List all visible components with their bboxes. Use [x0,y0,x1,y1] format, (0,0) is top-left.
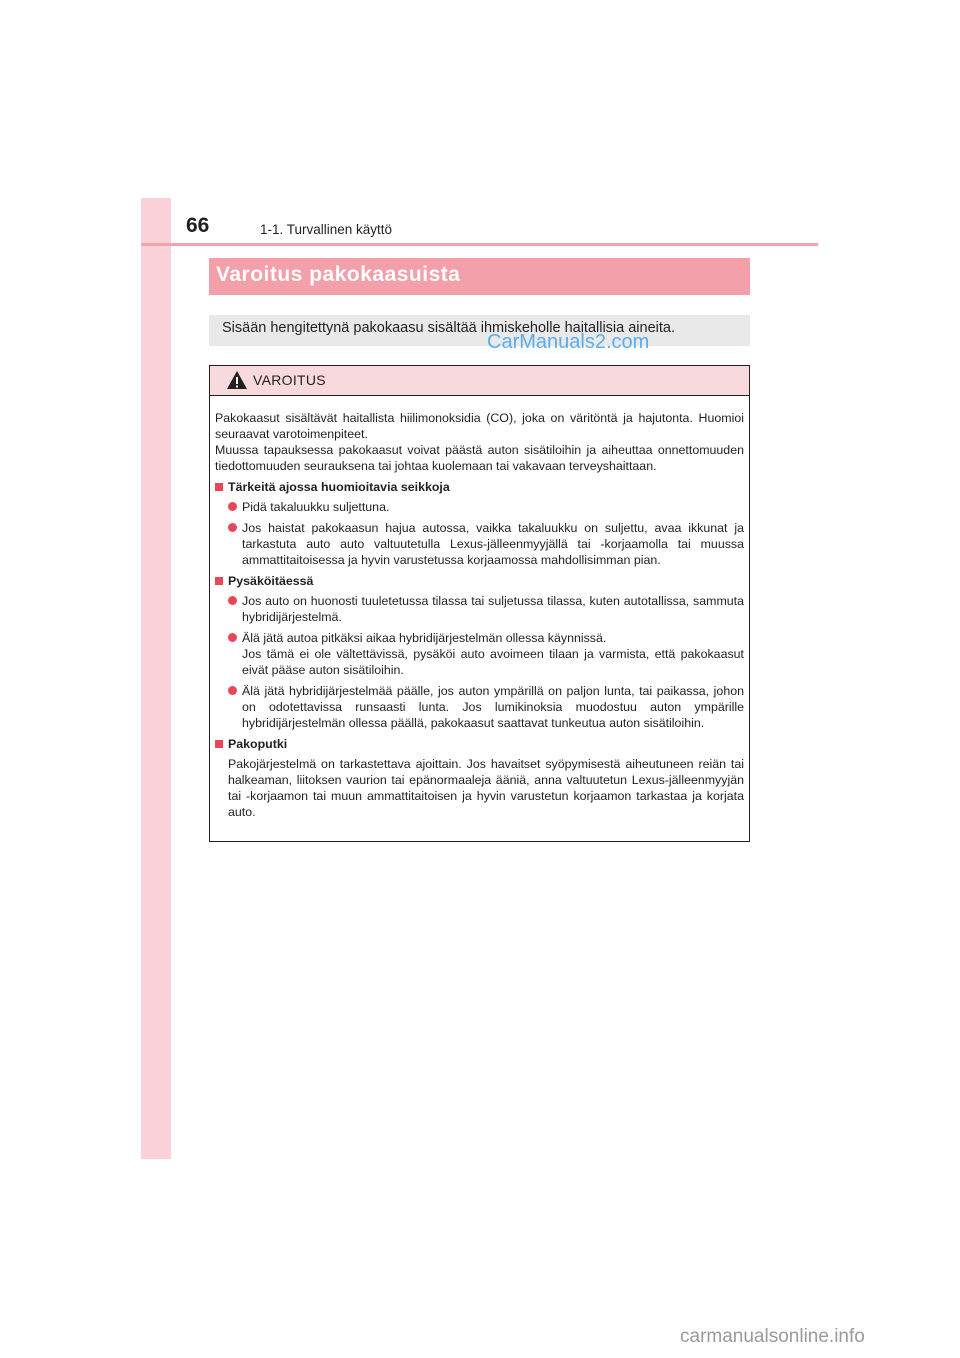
warning-paragraph: Pakokaasut sisältävät haitallista hiilimonoksidia (CO), joka on väritöntä ja hajutonta. Huomioi seuraavat varotoimenpiteet. [215,411,744,441]
list-item-extra: Jos tämä ei ole vältettävissä, pysäköi auto avoimeen tilaan ja varmista, että pakokaasut eivät pääse auton sisätiloihin. [242,647,744,677]
intro-bar [209,315,750,346]
warning-header [210,366,749,396]
warning-body [215,410,744,820]
square-bullet-icon [215,740,223,748]
warning-box [209,365,750,842]
square-bullet-icon [215,577,223,585]
subheading [215,736,744,752]
dot-bullet-icon [228,633,237,642]
watermark: CarManuals2.com [487,331,650,353]
subheading-text: Tärkeitä ajossa huomioitavia seikkoja [228,480,450,494]
warning-label: VAROITUS [253,372,326,388]
side-strip [141,198,171,1159]
warning-paragraph: Muussa tapauksessa pakokaasut voivat päästä auton sisätiloihin ja aiheuttaa onnettomuuden tiedottomuuden seurauksena tai johtaa kuolemaan tai vakavaan terveyshaittaan. [215,443,744,473]
dot-bullet-icon [228,502,237,511]
header-rule [141,243,818,246]
dot-bullet-icon [228,523,237,532]
warning-triangle-icon [226,370,248,390]
list-item [215,683,744,731]
section-label: 1-1. Turvallinen käyttö [260,222,393,237]
footer-site: carmanualsonline.info [680,1326,865,1347]
list-item [215,499,744,515]
section-text: Pakojärjestelmä on tarkastettava ajoittain. Jos havaitset syöpymisestä aiheutuneen reiän tai halkeaman, liitoksen vaurion tai epänormaaleja ääniä, anna valtuutetun Lexus-jälleenmyyjän tai -korjaamon tai muun ammattitaitoisen ja hyvin varustetun korjaamon tarkastaa ja korjata auto. [228,757,744,819]
page-number: 66 [186,214,210,237]
subheading [215,479,744,495]
subheading-text: Pakoputki [228,737,288,751]
dot-bullet-icon [228,596,237,605]
list-item-text: Älä jätä autoa pitkäksi aikaa hybridijärjestelmän ollessa käynnissä. [242,631,607,645]
list-item [215,593,744,625]
subheading [215,573,744,589]
dot-bullet-icon [228,686,237,695]
square-bullet-icon [215,483,223,491]
intro-text: Sisään hengitettynä pakokaasu sisältää ihmiskeholle haitallisia aineita. [222,320,675,336]
subheading-text: Pysäköitäessä [228,574,314,588]
list-item-text: Jos haistat pakokaasun hajua autossa, vaikka takaluukku on suljettu, avaa ikkunat ja tarkastuta auto auto valtuutetulla Lexus-jälleenmyyjällä tai -korjaamolla tai muussa ammattitaitoisessa ja hyvin varustetussa korjaamossa mahdollisimman pian. [242,521,744,567]
title-bar [209,258,750,295]
list-item [215,520,744,568]
page-title: Varoitus pakokaasuista [216,263,461,286]
list-item-text: Jos auto on huonosti tuuletetussa tilassa tai suljetussa tilassa, kuten autotallissa, sammuta hybridijärjestelmä. [242,594,744,624]
list-item-text: Pidä takaluukku suljettuna. [242,500,390,514]
list-item [215,630,744,678]
list-item-text: Älä jätä hybridijärjestelmää päälle, jos auton ympärillä on paljon lunta, tai paikassa, johon on odotettavissa runsaasti lunta. Jos lumikinoksia muodostuu auton ympärille hybridijärjestelmän ollessa päällä, pakokaasut saattavat tunkeutua auton sisätiloihin. [242,684,744,730]
